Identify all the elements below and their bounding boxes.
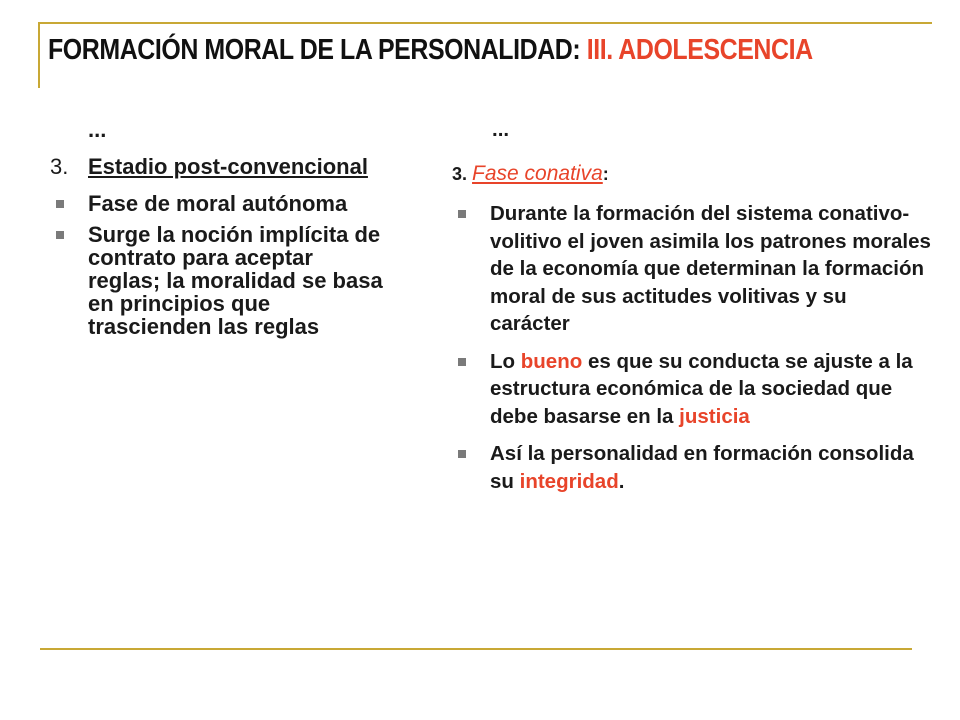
right-bullet-3-period: . (618, 469, 625, 493)
left-heading (50, 155, 390, 178)
left-heading-num: 3. (50, 154, 69, 179)
square-bullet-icon (56, 200, 64, 208)
square-bullet-icon (458, 450, 466, 458)
right-bullet-text-1: Durante la formación del sistema conativo-volitivo el joven asimila los patrones morales de la economía que determinan la formación moral de sus actitudes volitivas y su carácter (490, 202, 931, 335)
right-ellipsis: ... (492, 118, 510, 141)
left-heading-text: Estadio post-convencional (88, 154, 368, 179)
right-bullet-item-2 (452, 348, 932, 431)
highlight-justicia: justicia (679, 404, 750, 428)
top-rule (40, 22, 932, 24)
right-column (452, 116, 932, 495)
highlight-bueno: bueno (520, 349, 583, 373)
title-accent: III. ADOLESCENCIA (586, 34, 813, 66)
left-bullet-item-1 (50, 192, 390, 215)
left-bullet-item-2 (50, 223, 390, 338)
highlight-integridad: integridad (519, 469, 619, 493)
bottom-rule (40, 648, 912, 650)
title-main: FORMACIÓN MORAL DE LA PERSONALIDAD: (48, 34, 581, 66)
right-heading-text: Fase conativa (472, 161, 603, 185)
right-heading-colon: : (602, 163, 609, 184)
right-heading-num: 3. (452, 163, 468, 184)
right-bullet-item-1 (452, 200, 932, 338)
right-bullet-item-3 (452, 440, 932, 495)
right-bullet-2-part-c: es que su conducta se ajuste a la estructura económica de la sociedad que debe basarse en la (490, 349, 913, 428)
left-rule (38, 22, 40, 88)
left-ellipsis: ... (88, 117, 107, 142)
square-bullet-icon (458, 358, 466, 366)
right-heading (452, 160, 932, 189)
right-bullet-2-part-a: Lo (490, 349, 516, 373)
left-column (50, 118, 390, 338)
square-bullet-icon (56, 231, 64, 239)
slide-title (48, 34, 813, 67)
left-bullet-text-2: Surge la noción implícita de contrato para aceptar reglas; la moralidad se basa en principios que trascienden las reglas (88, 222, 383, 339)
left-bullet-text-1: Fase de moral autónoma (88, 191, 348, 216)
square-bullet-icon (458, 210, 466, 218)
right-bullet-3-part-a: Así la personalidad en formación consolida su (490, 442, 914, 493)
